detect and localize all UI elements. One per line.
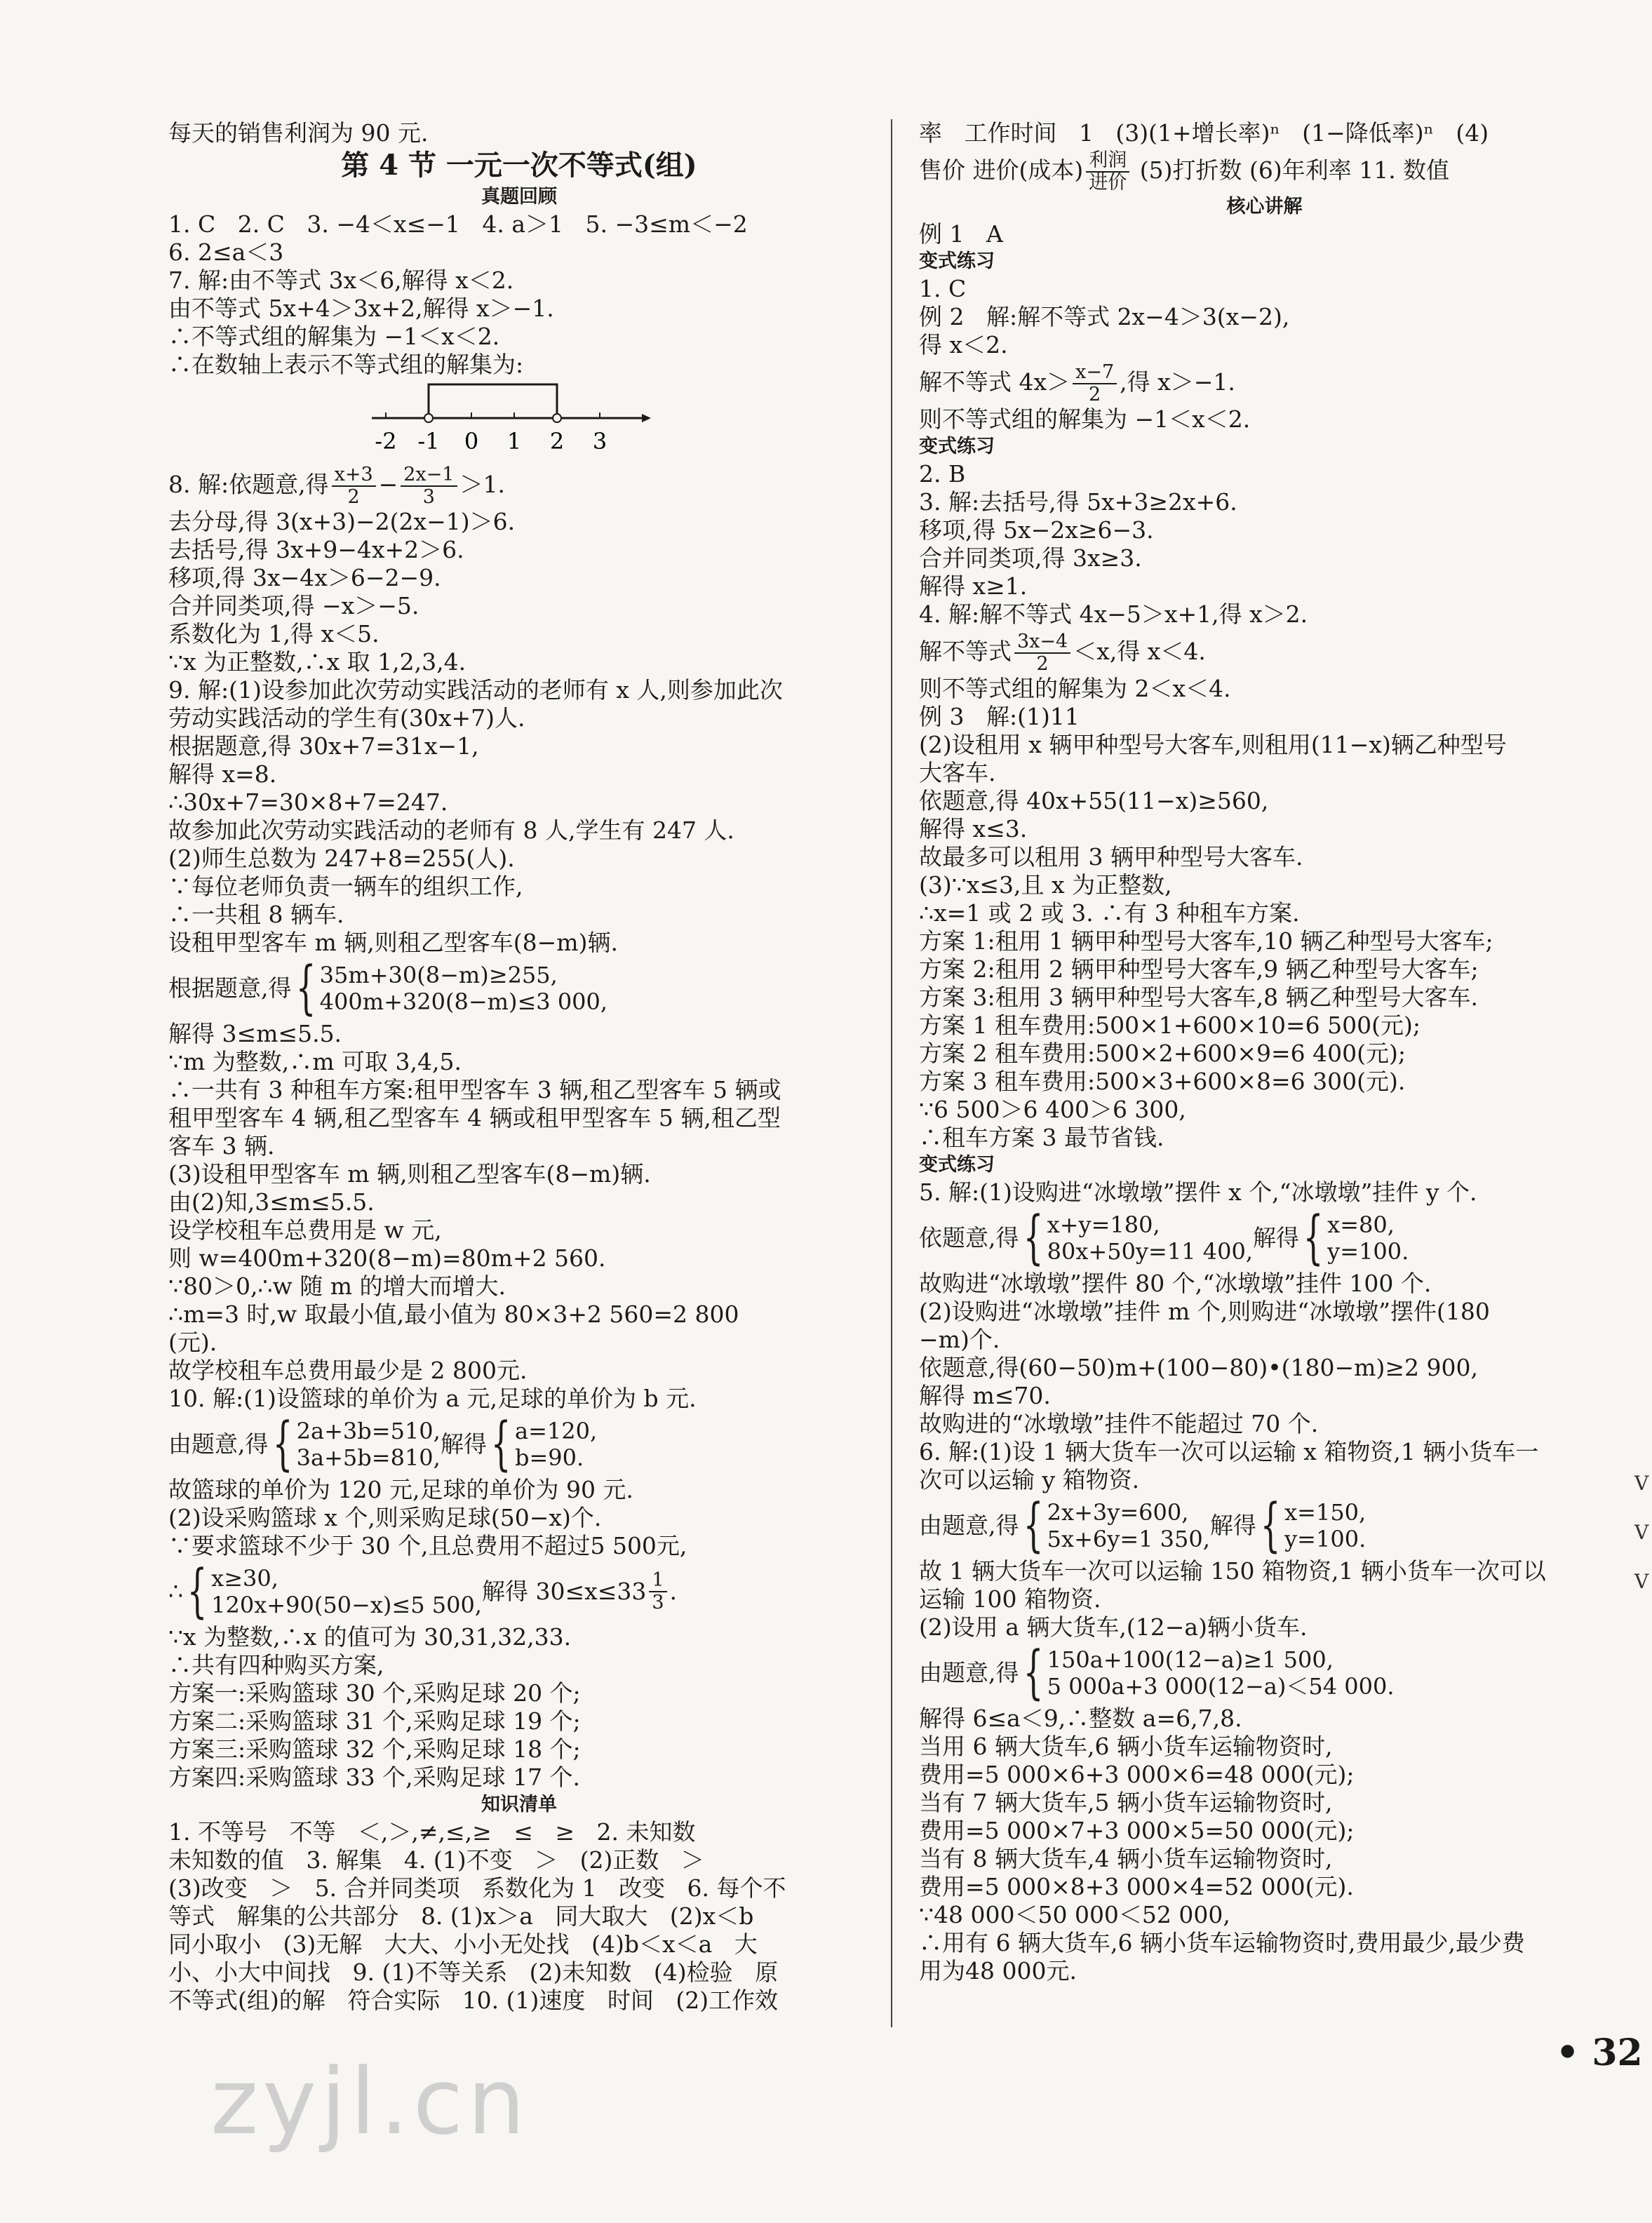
- fraction-line: 售价 进价(成本) $\frac{\text{利润}}{\text{进价}}$ (5)打折数 (6)年利率 11. 数值: [919, 149, 1450, 194]
- text-line: ∴共有四种购买方案,: [168, 1651, 384, 1679]
- watermark: zyjl.cn: [210, 2048, 530, 2155]
- solution-bracket: [429, 384, 557, 418]
- tick-label: 2: [549, 428, 565, 455]
- text-line: 则 w=400m+320(8−m)=80m+2 560.: [168, 1244, 606, 1272]
- equation-system: { 2x+3y=600, 5x+6y=1 350,: [1023, 1492, 1210, 1559]
- fraction: $\frac{1}{3}$: [649, 1570, 666, 1613]
- text-line: 未知数的值 3. 解集 4. (1)不变 ＞ (2)正数 ＞: [168, 1846, 704, 1874]
- text-line: 由(2)知,3≤m≤5.5.: [168, 1188, 375, 1216]
- text-line: 2. B: [919, 460, 966, 488]
- subsection-title: 知识清单: [481, 1794, 557, 1815]
- text-line: 1. C 2. C 3. −4＜x≤−1 4. a＞1 5. −3≤m＜−2: [168, 210, 748, 238]
- text-line: 当用 6 辆大货车,6 辆小货车运输物资时,: [919, 1733, 1333, 1760]
- text-line: 率 工作时间 1 (3)(1+增长率)ⁿ (1−降低率)ⁿ (4): [919, 119, 1489, 147]
- text-line: 解得 3≤m≤5.5.: [168, 1020, 342, 1047]
- equation-system-line: 根据题意,得 { 35m+30(8−m)≥255, 400m+320(8−m)≤3 000,: [168, 955, 608, 1021]
- text-line: 解得 x≥1.: [919, 572, 1028, 600]
- text-line: 5. 解:(1)设购进“冰墩墩”摆件 x 个,“冰墩墩”挂件 y 个.: [919, 1178, 1477, 1206]
- text-line: 故购进的“冰墩墩”挂件不能超过 70 个.: [919, 1410, 1319, 1437]
- text-line: 解得 6≤a＜9,∴整数 a=6,7,8.: [919, 1705, 1242, 1732]
- text-line: ∵m 为整数,∴m 可取 3,4,5.: [168, 1048, 462, 1075]
- text-line: ∵x 为正整数,∴x 取 1,2,3,4.: [168, 648, 466, 676]
- text-line: 依题意,得 40x+55(11−x)≥560,: [919, 787, 1269, 814]
- text-line: (2)设购进“冰墩墩”挂件 m 个,则购进“冰墩墩”摆件(180: [919, 1298, 1490, 1325]
- text-line: 每天的销售利润为 90 元.: [168, 119, 429, 147]
- text-line: 费用=5 000×8+3 000×4=52 000(元).: [919, 1873, 1354, 1900]
- equation-system: { 2a+3b=510, 3a+5b=810,: [272, 1411, 441, 1477]
- text-line: 当有 8 辆大货车,4 辆小货车运输物资时,: [919, 1845, 1333, 1872]
- equation-system: { x+y=180, 80x+50y=11 400,: [1023, 1204, 1253, 1271]
- equation-system-line: 由题意,得 { 150a+100(12−a)≥1 500, 5 000a+3 000(12−a)＜54 000.: [919, 1639, 1395, 1706]
- open-point: [553, 414, 561, 422]
- text-line: (3)改变 ＞ 5. 合并同类项 系数化为 1 改变 6. 每个不: [168, 1874, 786, 1902]
- equation-system-line: 由题意,得 { 2x+3y=600, 5x+6y=1 350, 解得 { x=150, y=100.: [919, 1492, 1366, 1559]
- text-line: 次可以运输 y 箱物资.: [919, 1466, 1140, 1493]
- text-line: 故最多可以租用 3 辆甲种型号大客车.: [919, 843, 1303, 871]
- text-line: 故参加此次劳动实践活动的老师有 8 人,学生有 247 人.: [168, 817, 734, 844]
- text-line: ∵每位老师负责一辆车的组织工作,: [168, 873, 523, 900]
- tick-label: 3: [592, 428, 607, 455]
- text-line: 依题意,得(60−50)m+(100−80)•(180−m)≥2 900,: [919, 1354, 1478, 1381]
- text-line: (2)设采购篮球 x 个,则采购足球(50−x)个.: [168, 1504, 602, 1531]
- fraction-line: 解不等式 4x＞ $\frac{x-7}{2}$ ,得 x＞−1.: [919, 361, 1235, 405]
- tick-label: 1: [506, 428, 522, 455]
- tick-label: 0: [464, 428, 479, 455]
- text-line: 合并同类项,得 3x≥3.: [919, 544, 1142, 572]
- tick-label: -2: [375, 428, 397, 455]
- text-line: 大客车.: [919, 759, 996, 786]
- text-line: 费用=5 000×6+3 000×6=48 000(元);: [919, 1761, 1355, 1788]
- text-line: ∴一共租 8 辆车.: [168, 901, 344, 928]
- subsection-label: 变式练习: [919, 1154, 995, 1176]
- fraction: $\frac{x-7}{2}$: [1073, 362, 1117, 405]
- text-line: ∴一共有 3 种租车方案:租甲型客车 3 辆,租乙型客车 5 辆或: [168, 1076, 781, 1103]
- text-line: 解得 m≤70.: [919, 1382, 1051, 1409]
- text-line: 劳动实践活动的学生有(30x+7)人.: [168, 704, 525, 732]
- text-line: 方案四:采购篮球 33 个,采购足球 17 个.: [168, 1764, 581, 1791]
- text-line: 则不等式组的解集为 2＜x＜4.: [919, 675, 1231, 702]
- text-line: 故 1 辆大货车一次可以运输 150 箱物资,1 辆小货车一次可以: [919, 1557, 1546, 1585]
- text-line: 运输 100 箱物资.: [919, 1585, 1101, 1613]
- text-line: 去括号,得 3x+9−4x+2＞6.: [168, 536, 464, 563]
- fraction: $\frac{x+3}{2}$: [332, 464, 376, 508]
- text-line: 10. 解:(1)设篮球的单价为 a 元,足球的单价为 b 元.: [168, 1385, 697, 1412]
- subsection-label: 变式练习: [919, 250, 995, 272]
- text-line: 故学校租车总费用最少是 2 800元.: [168, 1357, 528, 1384]
- text-line: 方案 1:租用 1 辆甲种型号大客车,10 辆乙种型号大客车;: [919, 927, 1493, 955]
- text-line: 故篮球的单价为 120 元,足球的单价为 90 元.: [168, 1476, 633, 1503]
- text-line: 7. 解:由不等式 3x＜6,解得 x＜2.: [168, 267, 514, 294]
- text-line: 方案三:采购篮球 32 个,采购足球 18 个;: [168, 1735, 581, 1763]
- open-point: [424, 414, 433, 422]
- text-line: ∴在数轴上表示不等式组的解集为:: [168, 351, 524, 378]
- text-line: 例 2 解:解不等式 2x−4＞3(x−2),: [919, 303, 1290, 330]
- text-line: ∴租车方案 3 最节省钱.: [919, 1124, 1164, 1151]
- axis-arrow-icon: [642, 414, 651, 422]
- text-line: 等式 解集的公共部分 8. (1)x＞a 同大取大 (2)x＜b: [168, 1902, 754, 1930]
- equation-system: { 150a+100(12−a)≥1 500, 5 000a+3 000(12−a)＜54 000.: [1023, 1639, 1395, 1706]
- text-line: ∵48 000＜50 000＜52 000,: [919, 1901, 1230, 1928]
- number-line-svg: [372, 379, 694, 462]
- text-line: ∴不等式组的解集为 −1＜x＜2.: [168, 323, 500, 350]
- text-line: ∴用有 6 辆大货车,6 辆小货车运输物资时,费用最少,最少费: [919, 1929, 1525, 1956]
- text-line: 移项,得 3x−4x＞6−2−9.: [168, 564, 441, 591]
- subsection-title: 核心讲解: [1226, 196, 1303, 217]
- tick-label: -1: [417, 428, 440, 455]
- text-line: 方案 3:租用 3 辆甲种型号大客车,8 辆乙种型号大客车.: [919, 983, 1479, 1011]
- fraction-line: 8. 解:依题意,得 $\frac{x+3}{2}$ − $\frac{2x-1}{3}$ ＞1.: [168, 464, 505, 508]
- equation-system-line: ∴ { x≥30, 120x+90(50−x)≤5 500, 解得 30≤x≤33 $\frac{1}{3}$ .: [168, 1558, 678, 1625]
- text-line: (元).: [168, 1329, 217, 1356]
- text-line: 由不等式 5x+4＞3x+2,解得 x＞−1.: [168, 295, 554, 322]
- text-line: 设租甲型客车 m 辆,则租乙型客车(8−m)辆.: [168, 929, 618, 956]
- equation-system: { x≥30, 120x+90(50−x)≤5 500,: [187, 1558, 482, 1625]
- text-line: 设学校租车总费用是 w 元,: [168, 1216, 442, 1244]
- text-line: 同小取小 (3)无解 大大、小小无处找 (4)b＜x＜a 大: [168, 1930, 758, 1958]
- text-line: −m)个.: [919, 1326, 1000, 1353]
- subsection-title: 真题回顾: [481, 186, 557, 208]
- equation-system-line: 依题意,得 { x+y=180, 80x+50y=11 400, 解得 { x=80, y=100.: [919, 1204, 1409, 1271]
- text-line: 去分母,得 3(x+3)−2(2x−1)＞6.: [168, 508, 516, 535]
- text-line: ∵80＞0,∴w 随 m 的增大而增大.: [168, 1272, 506, 1300]
- text-line: ∵6 500＞6 400＞6 300,: [919, 1096, 1186, 1123]
- solution-system: { x=80, y=100.: [1303, 1204, 1409, 1271]
- text-line: 不等式(组)的解 符合实际 10. (1)速度 时间 (2)工作效: [168, 1987, 779, 2014]
- solution-system: { a=120, b=90.: [490, 1411, 598, 1477]
- text-line: 租甲型客车 4 辆,租乙型客车 4 辆或租甲型客车 5 辆,租乙型: [168, 1104, 781, 1131]
- text-line: 则不等式组的解集为 −1＜x＜2.: [919, 405, 1251, 433]
- text-line: 解得 x≤3.: [919, 815, 1028, 842]
- number-line-figure: [168, 379, 870, 462]
- column-divider: [891, 119, 892, 2027]
- text-line: 系数化为 1,得 x＜5.: [168, 620, 380, 647]
- fraction: $\frac{\text{利润}}{\text{进价}}$: [1086, 150, 1129, 194]
- fraction-line: 解不等式 $\frac{3x-4}{2}$ ＜x,得 x＜4.: [919, 631, 1206, 675]
- text-line: 费用=5 000×7+3 000×5=50 000(元);: [919, 1817, 1355, 1844]
- text-line: 客车 3 辆.: [168, 1132, 275, 1160]
- text-line: 移项,得 5x−2x≥6−3.: [919, 516, 1154, 544]
- fraction: $\frac{3x-4}{2}$: [1014, 631, 1070, 675]
- text-line: ∴m=3 时,w 取最小值,最小值为 80×3+2 560=2 800: [168, 1301, 739, 1328]
- text-line: (2)设用 a 辆大货车,(12−a)辆小货车.: [919, 1613, 1308, 1641]
- text-line: (3)设租甲型客车 m 辆,则租乙型客车(8−m)辆.: [168, 1160, 651, 1188]
- example-line: 例 3 解:(1)11: [919, 703, 1080, 730]
- text-line: 得 x＜2.: [919, 331, 1008, 358]
- text-line: 6. 2≤a＜3: [168, 239, 284, 266]
- text-line: (3)∵x≤3,且 x 为正整数,: [919, 871, 1172, 899]
- text-line: 3. 解:去括号,得 5x+3≥2x+6.: [919, 488, 1237, 516]
- text-line: 方案一:采购篮球 30 个,采购足球 20 个;: [168, 1679, 581, 1707]
- text-line: 用为48 000元.: [919, 1957, 1077, 1984]
- equation-system-line: 由题意,得 { 2a+3b=510, 3a+5b=810, 解得 { a=120, b=90.: [168, 1411, 598, 1477]
- text-line: 方案 1 租车费用:500×1+600×10=6 500(元);: [919, 1012, 1421, 1039]
- text-line: 方案 2 租车费用:500×2+600×9=6 400(元);: [919, 1040, 1406, 1067]
- solution-system: { x=150, y=100.: [1260, 1492, 1366, 1559]
- equation-system: { 35m+30(8−m)≥255, 400m+320(8−m)≤3 000,: [295, 955, 608, 1021]
- text-line: (2)设租用 x 辆甲种型号大客车,则租用(11−x)辆乙种型号: [919, 731, 1507, 758]
- text-line: 根据题意,得 30x+7=31x−1,: [168, 732, 479, 760]
- text-line: 方案二:采购篮球 31 个,采购足球 19 个;: [168, 1707, 581, 1735]
- text-line: 方案 3 租车费用:500×3+600×8=6 300(元).: [919, 1068, 1406, 1095]
- text-line: ∴x=1 或 2 或 3. ∴有 3 种租车方案.: [919, 899, 1300, 927]
- text-line: 解得 x=8.: [168, 760, 277, 788]
- text-line: 方案 2:租用 2 辆甲种型号大客车,9 辆乙种型号大客车;: [919, 955, 1479, 983]
- example-line: 例 1 A: [919, 220, 1003, 248]
- section-title: 第 4 节 一元一次不等式(组): [341, 149, 697, 182]
- text-line: 6. 解:(1)设 1 辆大货车一次可以运输 x 箱物资,1 辆小货车一: [919, 1438, 1539, 1465]
- right-column: [919, 119, 1610, 1985]
- text-line: 1. C: [919, 275, 967, 302]
- text-line: 小、小大中间找 9. (1)不等关系 (2)未知数 (4)检验 原: [168, 1959, 779, 1986]
- text-line: ∵x 为整数,∴x 的值可为 30,31,32,33.: [168, 1623, 572, 1651]
- text-line: 4. 解:解不等式 4x−5＞x+1,得 x＞2.: [919, 600, 1308, 628]
- text-line: 故购进“冰墩墩”摆件 80 个,“冰墩墩”挂件 100 个.: [919, 1270, 1432, 1297]
- text-line: 9. 解:(1)设参加此次劳动实践活动的老师有 x 人,则参加此次: [168, 676, 783, 704]
- edge-marks: V V V: [1634, 1472, 1649, 1593]
- text-line: 1. 不等号 不等 ＜,＞,≠,≤,≥ ≤ ≥ 2. 未知数: [168, 1818, 696, 1846]
- text-line: ∵要求篮球不少于 30 个,且总费用不超过5 500元,: [168, 1532, 687, 1559]
- fraction: $\frac{2x-1}{3}$: [401, 464, 457, 508]
- subsection-label: 变式练习: [919, 436, 995, 457]
- text-line: 当有 7 辆大货车,5 辆小货车运输物资时,: [919, 1789, 1333, 1816]
- text-line: 合并同类项,得 −x＞−5.: [168, 592, 419, 619]
- page-number: • 32: [1556, 2031, 1643, 2074]
- text-line: (2)师生总数为 247+8=255(人).: [168, 845, 515, 872]
- text-line: ∴30x+7=30×8+7=247.: [168, 788, 448, 816]
- left-column: [168, 119, 870, 2015]
